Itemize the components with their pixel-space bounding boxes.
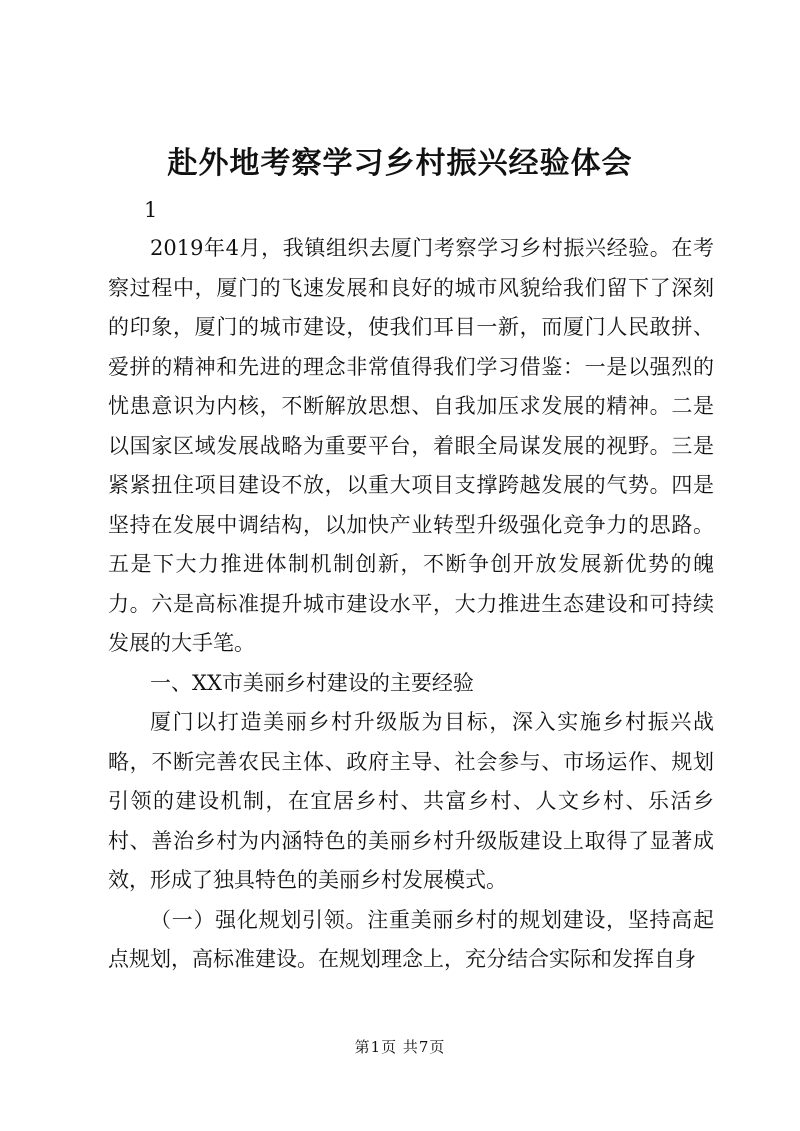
paragraph-xiamen: 厦门以打造美丽乡村升级版为目标，深入实施乡村振兴战略，不断完善农民主体、政府主导、社会参与、市场运作、规划引领的建设机制，在宜居乡村、共富乡村、人文乡村、乐活乡村、善治乡村为内涵特色的美丽乡村升级版建设上取得了显著成效，形成了独具特色的美丽乡村发展模式。 <box>108 710 714 892</box>
document-body <box>108 229 714 980</box>
paragraph-intro: 2019年4月，我镇组织去厦门考察学习乡村振兴经验。在考察过程中，厦门的飞速发展和良好的城市风貌给我们留下了深刻的印象，厦门的城市建设，使我们耳目一新，而厦门人民敢拼、爱拼的精神和先进的理念非常值得我们学习借鉴：一是以强烈的忧患意识为内核，不断解放思想、自我加压求发展的精神。二是以国家区域发展战略为重要平台，着眼全局谋发展的视野。三是紧紧扭住项目建设不放，以重大项目支撑跨越发展的气势。四是坚持在发展中调结构，以加快产业转型升级强化竞争力的思路。五是下大力推进体制机制创新，不断争创开放发展新优势的魄力。六是高标准提升城市建设水平，大力推进生态建设和可持续发展的大手笔。 <box>108 236 714 655</box>
page-footer: 第1页 共7页 <box>354 1038 446 1056</box>
section-heading: 一、XX市美丽乡村建设的主要经验 <box>150 670 474 695</box>
section-marker: 1 <box>144 198 158 222</box>
paragraph-planning: （一）强化规划引领。注重美丽乡村的规划建设，坚持高起点规划，高标准建设。在规划理念上，充分结合实际和发挥自身 <box>108 907 714 971</box>
document-title: 赴外地考察学习乡村振兴经验体会 <box>167 146 633 181</box>
